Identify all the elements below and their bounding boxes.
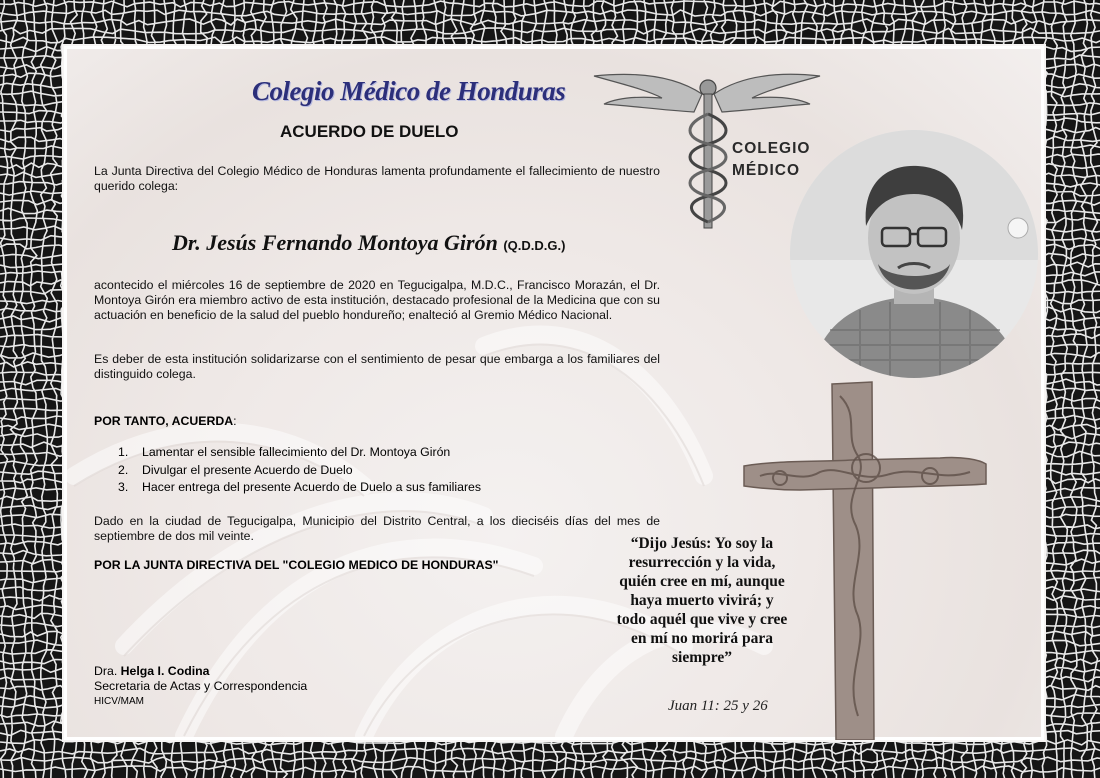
list-item-number: 3. — [118, 480, 129, 494]
deceased-name-line — [172, 230, 565, 256]
list-item-number: 2. — [118, 462, 129, 477]
solidarity-paragraph: Es deber de esta institución solidarizarse con el sentimiento de pesar que embarga a los familiares del distinguido colega. — [94, 352, 660, 381]
list-item — [118, 462, 481, 480]
resolution-heading — [94, 414, 237, 428]
signature-initials: HICV/MAM — [94, 696, 144, 707]
deceased-photo — [790, 130, 1038, 378]
resolution-heading-text: POR TANTO, ACUERDA — [94, 414, 234, 428]
deceased-name: Dr. Jesús Fernando Montoya Girón — [172, 230, 498, 255]
intro-paragraph: La Junta Directiva del Colegio Médico de Honduras lamenta profundamente el fallecimiento de nuestro querido colega: — [94, 164, 660, 193]
emblem-label — [732, 138, 810, 182]
emblem-line-2: MÉDICO — [732, 162, 800, 179]
signature-block — [94, 664, 307, 709]
deceased-suffix: (Q.D.D.G.) — [503, 238, 566, 253]
list-item — [118, 444, 481, 462]
list-item-text: Lamentar el sensible fallecimiento del Dr. Montoya Girón — [142, 445, 451, 459]
resolution-list — [118, 444, 481, 497]
board-line: POR LA JUNTA DIRECTIVA DEL "COLEGIO MEDICO DE HONDURAS" — [94, 558, 499, 572]
list-item-number: 1. — [118, 445, 129, 459]
bible-citation: Juan 11: 25 y 26 — [668, 698, 768, 714]
list-item-text: Divulgar el presente Acuerdo de Duelo — [142, 462, 353, 477]
resolution-heading-colon: : — [233, 414, 237, 428]
announcement-paragraph: acontecido el miércoles 16 de septiembre de 2020 en Tegucigalpa, M.D.C., Francisco Morazán, el Dr. Montoya Girón era miembro activo de esta institución, destacado profesional de la Medicina que con su actuación en beneficio de la salud del pueblo hondureño; enalteció al Gremio Médico Nacional. — [94, 278, 660, 322]
document-sheet — [62, 44, 1046, 742]
document-title: ACUERDO DE DUELO — [280, 122, 459, 141]
org-name-logo: Colegio Médico de Honduras — [252, 76, 566, 106]
date-paragraph: Dado en la ciudad de Tegucigalpa, Municipio del Distrito Central, a los dieciséis días del mes de septiembre de dos mil veinte. — [94, 514, 660, 543]
signature-name: Helga I. Codina — [120, 664, 210, 678]
bible-quote: “Dijo Jesús: Yo soy la resurrección y la vida, quién cree en mí, aunque haya muerto vivirá; y todo aquél que vive y cree en mí no morirá para siempre” — [616, 535, 788, 666]
list-item-text: Hacer entrega del presente Acuerdo de Duelo a sus familiares — [142, 480, 482, 494]
signature-prefix: Dra. — [94, 664, 118, 678]
signature-position: Secretaria de Actas y Correspondencia — [94, 679, 308, 693]
emblem-line-1: COLEGIO — [732, 140, 811, 157]
list-item — [118, 479, 481, 497]
